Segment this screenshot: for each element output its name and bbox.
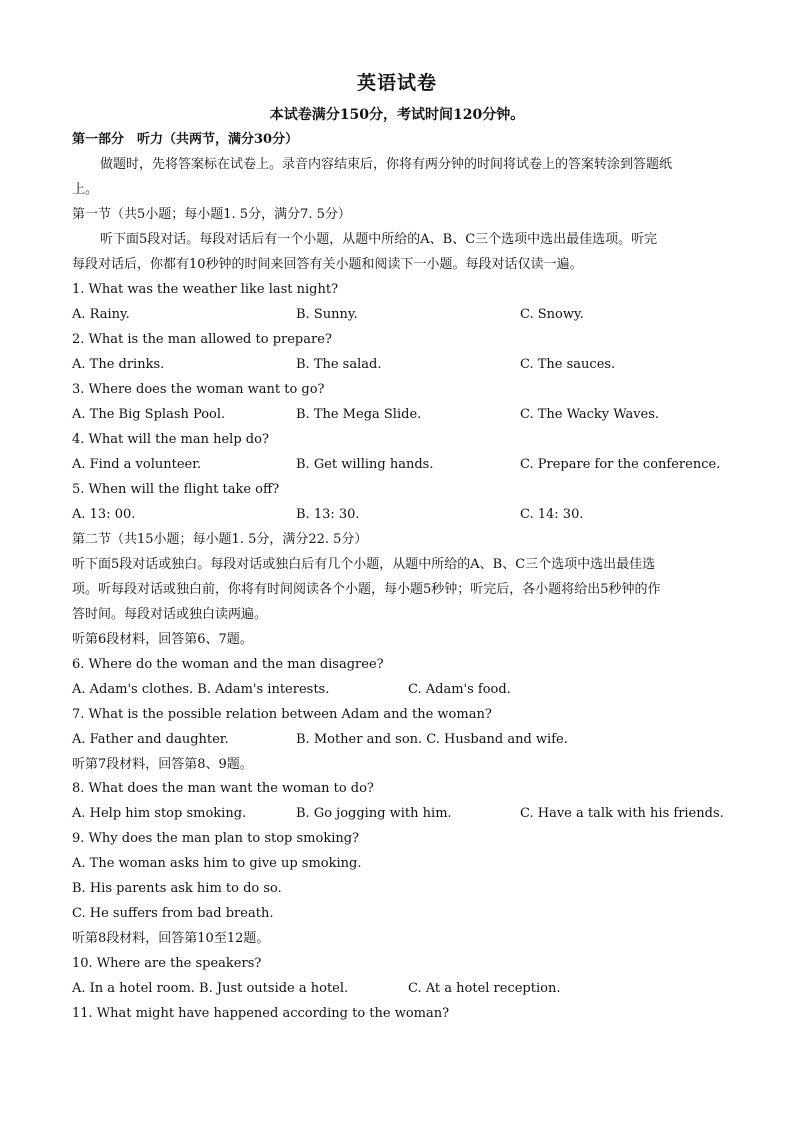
exam-subtitle: 本试卷满分150分，考试时间120分钟。	[269, 107, 525, 123]
q9-option-c: C. He suffers from bad breath.	[72, 906, 274, 921]
q5-option-a: A. 13: 00.	[72, 507, 136, 522]
question-8: 8. What does the man want the woman to do?	[72, 781, 374, 796]
q9-option-b: B. His parents ask him to do so.	[72, 881, 282, 896]
q6-options-ab: A. Adam's clothes. B. Adam's interests.	[72, 682, 330, 697]
q1-option-b: B. Sunny.	[296, 307, 358, 322]
section1-instructions: 听下面5段对话。每段对话后有一个小题，从题中所给的A、B、C三个选项中选出最佳选项。听完	[100, 232, 658, 247]
section2-instructions: 听下面5段对话或独白。每段对话或独白后有几个小题，从题中所给的A、B、C三个选项中选出最佳选	[72, 557, 656, 572]
q9-option-a: A. The woman asks him to give up smoking.	[72, 856, 362, 871]
q3-option-a: A. The Big Splash Pool.	[72, 407, 226, 422]
question-4: 4. What will the man help do?	[72, 432, 269, 447]
question-10: 10. Where are the speakers?	[72, 956, 262, 971]
q2-option-c: C. The sauces.	[520, 357, 616, 372]
question-5: 5. When will the flight take off?	[72, 482, 280, 497]
section1-heading: 第一节（共5小题；每小题1. 5分，满分7. 5分）	[72, 207, 351, 222]
q10-options-ab: A. In a hotel room. B. Just outside a hotel.	[72, 981, 349, 996]
page-title: 英语试卷	[356, 72, 437, 94]
q8-option-b: B. Go jogging with him.	[296, 806, 452, 821]
material-8-heading: 听第8段材料，回答第10至12题。	[72, 931, 270, 946]
q3-option-b: B. The Mega Slide.	[296, 407, 422, 422]
part1-instructions: 做题时，先将答案标在试卷上。录音内容结束后，你将有两分钟的时间将试卷上的答案转涂到答题纸	[100, 157, 673, 172]
question-9: 9. Why does the man plan to stop smoking?	[72, 831, 360, 846]
material-6-heading: 听第6段材料，回答第6、7题。	[72, 632, 253, 647]
material-7-heading: 听第7段材料，回答第8、9题。	[72, 757, 253, 772]
section2-instructions-end: 答时间。每段对话或独白读两遍。	[72, 607, 268, 622]
q8-option-c: C. Have a talk with his friends.	[520, 806, 724, 821]
q7-options-bc: B. Mother and son. C. Husband and wife.	[296, 732, 568, 747]
question-2: 2. What is the man allowed to prepare?	[72, 332, 332, 347]
q1-option-a: A. Rainy.	[72, 307, 130, 322]
q2-option-b: B. The salad.	[296, 357, 382, 372]
q8-option-a: A. Help him stop smoking.	[72, 806, 247, 821]
question-3: 3. Where does the woman want to go?	[72, 382, 325, 397]
q4-option-b: B. Get willing hands.	[296, 457, 434, 472]
part1-heading: 第一部分 听力（共两节，满分30分）	[72, 132, 299, 147]
part1-instructions-cont: 上。	[72, 182, 99, 197]
q3-option-c: C. The Wacky Waves.	[520, 407, 660, 422]
question-1: 1. What was the weather like last night?	[72, 282, 339, 297]
q4-option-c: C. Prepare for the conference.	[520, 457, 721, 472]
section2-instructions-cont: 项。听每段对话或独白前，你将有时间阅读各个小题，每小题5秒钟；听完后，各小题将给出5秒钟的作	[72, 582, 661, 597]
q4-option-a: A. Find a volunteer.	[72, 457, 202, 472]
q7-option-a: A. Father and daughter.	[72, 732, 229, 747]
q2-option-a: A. The drinks.	[72, 357, 165, 372]
section1-instructions-cont: 每段对话后，你都有10秒钟的时间来回答有关小题和阅读下一小题。每段对话仅读一遍。	[72, 257, 583, 272]
question-6: 6. Where do the woman and the man disagree?	[72, 657, 384, 672]
q6-option-c: C. Adam's food.	[408, 682, 511, 697]
q5-option-c: C. 14: 30.	[520, 507, 584, 522]
question-11: 11. What might have happened according to the woman?	[72, 1006, 450, 1021]
q1-option-c: C. Snowy.	[520, 307, 584, 322]
q10-option-c: C. At a hotel reception.	[408, 981, 561, 996]
q5-option-b: B. 13: 30.	[296, 507, 360, 522]
question-7: 7. What is the possible relation between Adam and the woman?	[72, 707, 492, 722]
section2-heading: 第二节（共15小题；每小题1. 5分，满分22. 5分）	[72, 532, 368, 547]
